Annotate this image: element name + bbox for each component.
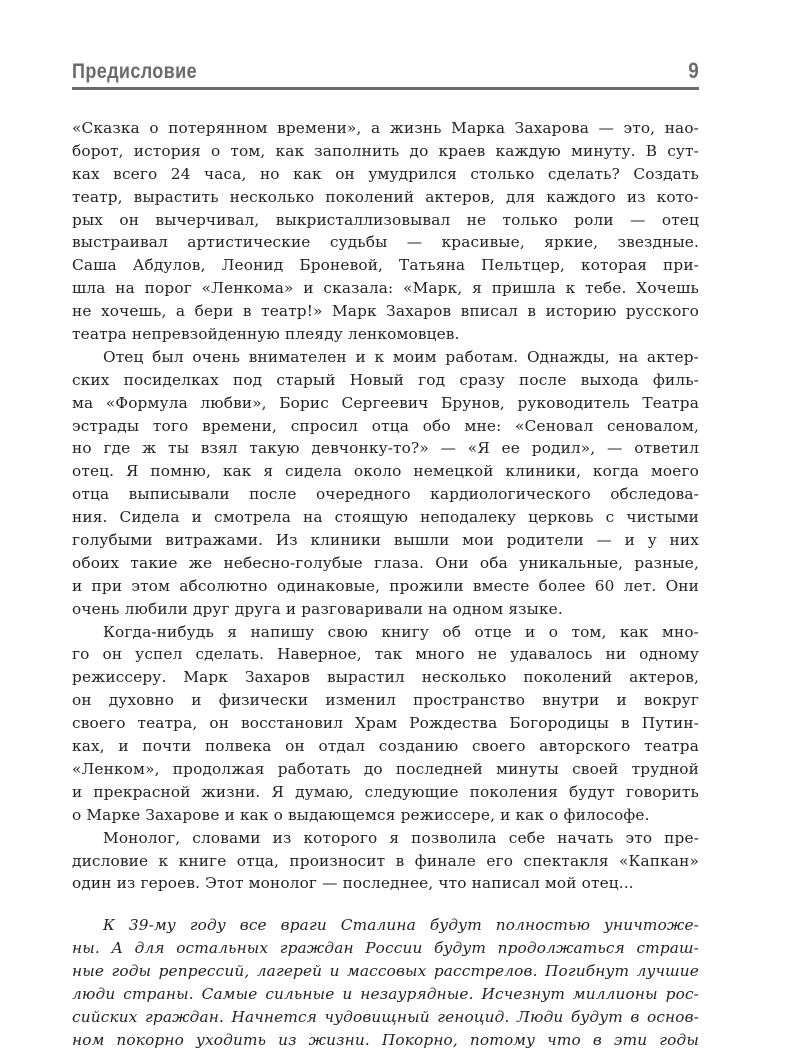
text-line: эстрады того времени, спросил отца обо мне: «Сеновал сеновалом,: [72, 416, 699, 435]
book-page: [72, 58, 699, 1052]
text-line: и прекрасной жизни. Я думаю, следующие поколения будут говорить: [72, 782, 699, 801]
epigraph-line: ные годы репрессий, лагерей и массовых расстрелов. Погибнут лучшие: [72, 962, 699, 981]
text-line: режиссеру. Марк Захаров вырастил несколько поколений актеров,: [72, 668, 699, 687]
text-line: ния. Сидела и смотрела на стоящую неподалеку церковь с чистыми: [72, 508, 699, 527]
text-line: один из героев. Этот монолог — последнее, что написал мой отец...: [72, 874, 634, 893]
epigraph-line: ны. А для остальных граждан России будут продолжаться страш-: [72, 939, 699, 958]
epigraph-line: К 39-му году все враги Сталина будут полностью уничтоже-: [103, 916, 699, 935]
epigraph-line: ном покорно уходить из жизни. Покорно, потому что в эти годы: [72, 1030, 699, 1049]
page-number: 9: [688, 58, 700, 83]
epigraph-line: сийских граждан. Начнется чудовищный геноцид. Люди будут в основ-: [72, 1007, 699, 1026]
text-line: своего театра, он восстановил Храм Рождества Богородицы в Путин-: [72, 714, 699, 733]
text-line: театр, вырастить несколько поколений актеров, для каждого из кото-: [72, 187, 699, 206]
running-head: [72, 58, 699, 84]
text-line: ских посиделках под старый Новый год сразу после выхода филь-: [72, 370, 699, 389]
epigraph-line: люди страны. Самые сильные и незаурядные. Исчезнут миллионы рос-: [72, 984, 699, 1003]
text-line: рых он вычерчивал, выкристаллизовывал не только роли — отец: [72, 210, 699, 229]
text-line: выстраивал артистические судьбы — красивые, яркие, звездные.: [72, 233, 699, 252]
text-line: го он успел сделать. Наверное, так много не удавалось ни одному: [72, 645, 699, 664]
text-line: «Ленком», продолжая работать до последней минуты своей трудной: [72, 759, 699, 778]
text-line: отец. Я помню, как я сидела около немецкой клиники, когда моего: [72, 462, 699, 481]
text-line: Саша Абдулов, Леонид Броневой, Татьяна Пельтцер, которая при-: [72, 256, 699, 275]
text-line: Когда-нибудь я напишу свою книгу об отце и о том, как мно-: [103, 622, 699, 641]
text-line: отца выписывали после очередного кардиологического обследова-: [72, 485, 699, 504]
text-line: очень любили друг друга и разговаривали на одном языке.: [72, 599, 563, 618]
text-line: ках всего 24 часа, но как он умудрился столько сделать? Создать: [72, 164, 699, 183]
text-line: обоих такие же небесно-голубые глаза. Они оба уникальные, разные,: [72, 553, 699, 572]
text-line: о Марке Захарове и как о выдающемся режиссере, и как о философе.: [72, 805, 650, 824]
header-rule: [72, 87, 699, 90]
text-line: не хочешь, а бери в театр!» Марк Захаров вписал в историю русского: [72, 302, 699, 321]
text-line: ма «Формула любви», Борис Сергеевич Брунов, руководитель Театра: [72, 393, 699, 412]
text-line: борот, история о том, как заполнить до краев каждую минуту. В сут-: [72, 141, 699, 160]
text-line: Отец был очень внимателен и к моим работам. Однажды, на актер-: [103, 347, 699, 366]
body-text: [72, 117, 699, 1052]
epigraph: [72, 914, 699, 1051]
text-line: шла на порог «Ленкома» и сказала: «Марк, я пришла к тебе. Хочешь: [72, 279, 699, 298]
text-line: голубыми витражами. Из клиники вышли мои родители — и у них: [72, 531, 699, 550]
text-line: и при этом абсолютно одинаковые, прожили вместе более 60 лет. Они: [72, 576, 699, 595]
text-line: он духовно и физически изменил пространство внутри и вокруг: [72, 691, 699, 710]
text-line: дисловие к книге отца, произносит в финале его спектакля «Капкан»: [72, 851, 699, 870]
text-line: «Сказка о потерянном времени», а жизнь Марка Захарова — это, нао-: [72, 119, 699, 137]
text-line: Монолог, словами из которого я позволила себе начать это пре-: [103, 828, 699, 847]
text-line: ках, и почти полвека он отдал созданию своего авторского театра: [72, 737, 699, 756]
chapter-title: Предисловие: [72, 60, 197, 83]
text-line: театра непревзойденную плеяду ленкомовцев.: [72, 325, 460, 344]
text-line: но где ж ты взял такую девчонку-то?» — «Я ее родил», — ответил: [72, 439, 699, 458]
